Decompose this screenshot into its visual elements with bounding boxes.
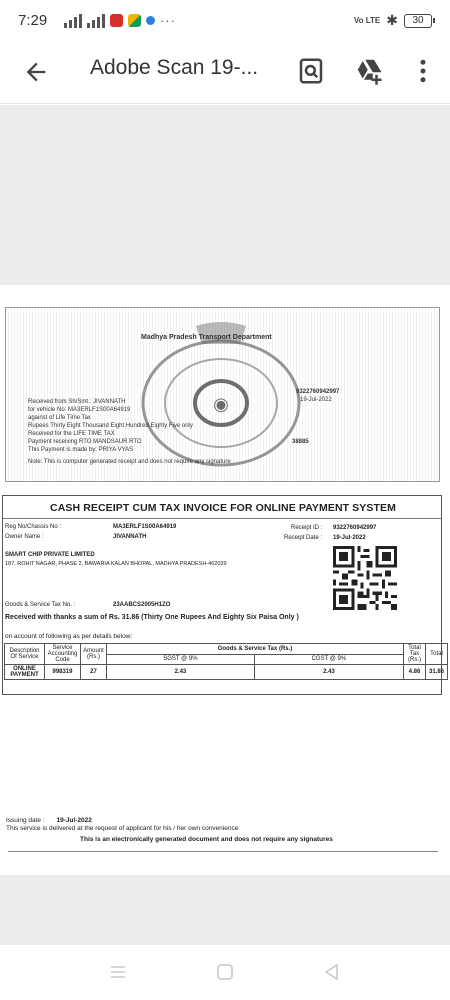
notification-app-icon (110, 14, 123, 27)
company-address: 187, ROHIT NAGAR, PHASE 2, BAWARIA KALAN BHOPAL, MADHYA PRADESH-462039 (5, 561, 227, 567)
th-total: Total (426, 644, 448, 665)
document-title: Adobe Scan 19-... (90, 56, 259, 79)
transport-receipt (5, 307, 440, 482)
receipt-date-label: Receipt Date : (284, 535, 323, 541)
svg-text:◉: ◉ (213, 394, 229, 414)
transport-header: Madhya Pradesh Transport Department (141, 334, 272, 341)
owner-label: Owner Name : (5, 534, 44, 540)
home-icon[interactable] (215, 962, 235, 982)
th-total-tax: Total Tax (Rs.) (404, 644, 426, 665)
divider (3, 518, 441, 519)
th-sgst: SGST @ 9% (107, 654, 255, 665)
transport-line: Rupees Thirty Eight Thousand Eight Hundred Eighty Five only (28, 423, 193, 429)
document-viewer[interactable] (0, 105, 450, 945)
transport-receipt-no: 9322760942997 (296, 389, 340, 395)
qr-code-icon (333, 546, 397, 610)
th-amount: Amount (Rs.) (81, 644, 107, 665)
cell-sgst: 2.43 (107, 665, 255, 680)
volte-icon: Vo LTE (353, 15, 381, 25)
invoice-title: CASH RECEIPT CUM TAX INVOICE FOR ONLINE PAYMENT SYSTEM (50, 502, 396, 514)
notification-app-icon (128, 14, 141, 27)
bluetooth-icon: ✱ (386, 12, 398, 28)
reg-value: MA3ERLF1S00A64919 (113, 524, 177, 530)
transport-line: This Payment is made by: PRIYA VYAS (28, 447, 134, 453)
cell-code: 998319 (45, 665, 81, 680)
status-time: 7:29 (18, 12, 48, 29)
th-cgst: CGST @ 9% (254, 654, 403, 665)
transport-line: Received for the LIFE TIME TAX (28, 431, 115, 437)
recents-icon[interactable] (108, 962, 128, 982)
th-description: Description Of Service (5, 644, 45, 665)
cell-cgst: 2.43 (254, 665, 403, 680)
drive-add-icon[interactable] (354, 56, 384, 86)
status-right-icons (354, 12, 432, 29)
tax-table (4, 643, 448, 680)
th-gst: Goods & Service Tax (Rs.) (107, 644, 404, 655)
status-bar (0, 0, 450, 42)
table-row (5, 665, 448, 680)
transport-date: 19-Jul-2022 (300, 397, 332, 403)
generated-note: This is an electronically generated document and does not require any signatures (80, 836, 333, 843)
cell-total-tax: 4.86 (404, 665, 426, 680)
transport-right-values (278, 388, 339, 446)
scanned-page (0, 285, 450, 875)
receipt-date-value: 19-Jul-2022 (333, 535, 366, 541)
account-text: on account of following as per details below: (5, 633, 133, 640)
navigation-bar (0, 945, 450, 1000)
battery-icon: 30 (404, 14, 432, 28)
transport-line: against of Life Time Tax (28, 415, 91, 421)
transport-lines (28, 398, 231, 466)
issuing-date-value: 19-Jul-2022 (56, 817, 92, 824)
divider (8, 851, 438, 852)
app-bar (0, 42, 450, 104)
cell-amount: 27 (81, 665, 107, 680)
transport-line: Note: This is computer generated receipt and does not require any signature (28, 459, 231, 465)
back-triangle-icon[interactable] (322, 962, 342, 982)
transport-line: Received from Sh/Smt.: JIVANNATH (28, 399, 126, 405)
gst-label: Goods & Service Tax No. : (5, 602, 76, 608)
transport-line: Payment receiving RTO MANDSAUR RTO (28, 439, 142, 445)
received-text: Received with thanks a sum of Rs. 31.86 (Thirty One Rupees And Eighty Six Paisa Only ) (5, 614, 299, 621)
lens-icon[interactable] (296, 56, 326, 86)
th-code: Service Accounting Code (45, 644, 81, 665)
issuing-block (6, 817, 238, 833)
cell-total: 31.86 (426, 665, 448, 680)
company-name: SMART CHIP PRIVATE LIMITED (5, 552, 95, 558)
receipt-id-value: 9322760942997 (333, 525, 377, 531)
notification-app-icon (146, 16, 155, 25)
transport-line: for vehicle No: MA3ERLF1S00A64919 (28, 407, 131, 413)
gst-value: 23AABCS2005H1ZO (113, 602, 171, 608)
delivered-text: This service is delivered at the request of applicant for his / her own convenience (6, 825, 239, 832)
status-left-icons (64, 13, 176, 28)
receipt-id-label: Receipt ID : (291, 525, 323, 531)
signal-icon (87, 14, 105, 28)
more-notifications-icon: ··· (160, 13, 176, 28)
tax-invoice (2, 495, 442, 695)
more-vert-icon[interactable] (408, 56, 438, 86)
cell-description: ONLINE PAYMENT (5, 665, 45, 680)
owner-value: JIVANNATH (113, 534, 147, 540)
transport-amount: 38885 (292, 439, 309, 445)
issuing-date-label: Issuing date : (6, 817, 45, 824)
signal-icon (64, 14, 82, 28)
back-arrow-icon[interactable] (22, 58, 50, 86)
reg-label: Reg No/Chassis No : (5, 524, 62, 530)
